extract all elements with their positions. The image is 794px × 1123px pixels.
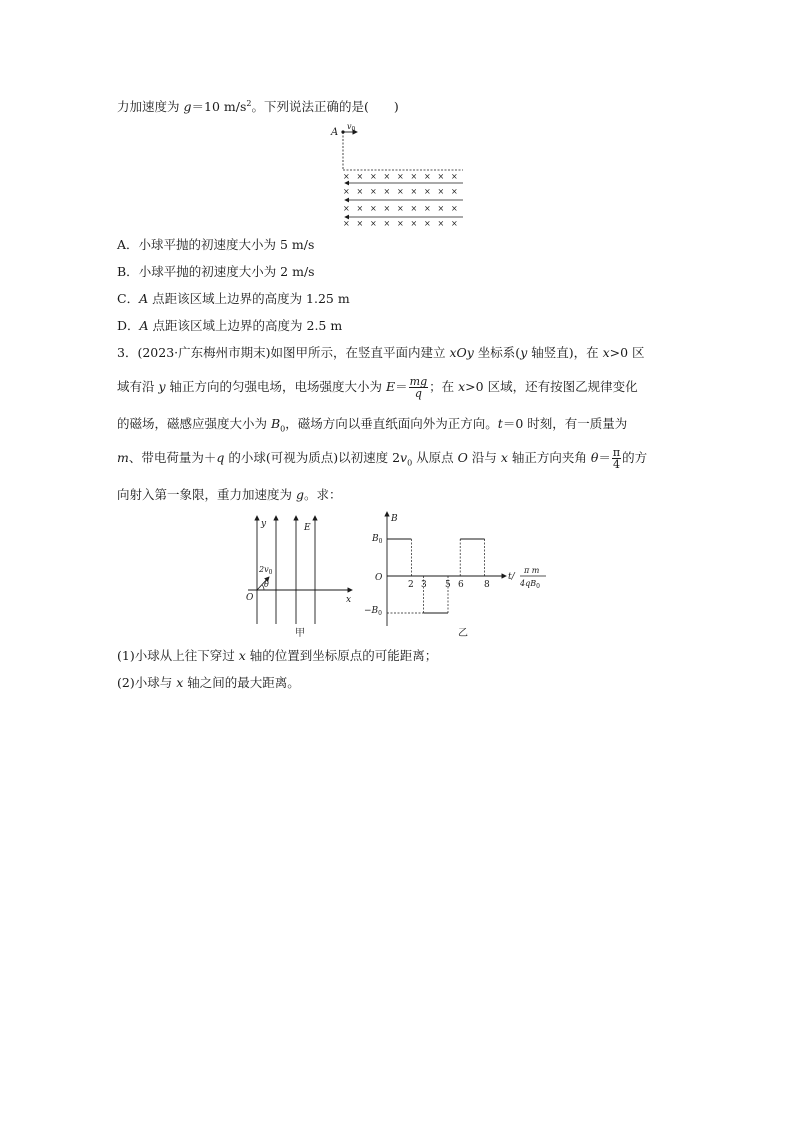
q3-symbol: g <box>295 487 304 502</box>
q3-symbol: E <box>386 379 396 394</box>
q3-symbol: q <box>216 450 225 465</box>
v0-label: $v_0$ <box>347 122 356 133</box>
question-text: 轴的位置到坐标原点的可能距离； <box>245 648 438 663</box>
cross-mark: × <box>370 219 377 228</box>
cross-mark: × <box>343 172 350 181</box>
x-axis-label: x <box>346 595 352 605</box>
cross-mark: × <box>410 187 418 196</box>
fraction-denominator: 4 <box>613 458 621 471</box>
question-2 <box>117 675 300 691</box>
y-axis-label: y <box>261 519 267 529</box>
neg-b0-label: $-B_0$ <box>364 606 382 617</box>
figure-jia <box>240 512 365 640</box>
q3-text: 轴正方向夹角 <box>507 450 591 465</box>
cross-mark: × <box>424 204 431 213</box>
e-field-label: E <box>304 523 311 533</box>
q3-symbol: O <box>457 450 468 465</box>
cross-mark: × <box>356 187 364 196</box>
q3-text: 域有沿 <box>117 379 159 394</box>
q3-text: ；在 <box>429 379 459 394</box>
figure-jia-caption: 甲 <box>295 628 305 639</box>
q3-symbol: v <box>400 450 408 465</box>
cross-mark: × <box>370 187 377 196</box>
tick-label-5: 5 <box>445 580 451 590</box>
q3-symbol: x <box>500 450 508 465</box>
figure-yi-caption: 乙 <box>458 628 468 639</box>
cross-mark: × <box>397 219 404 228</box>
q3-text: 向射入第一象限，重力加速度为 <box>117 487 296 502</box>
point-a-label: A <box>331 127 339 138</box>
fraction-numerator: mg <box>409 375 428 388</box>
tick-label-2: 2 <box>408 580 414 590</box>
option-letter: B． <box>117 264 139 279</box>
q3-text: 3．(2023·广东梅州市期末)如图甲所示，在竖直平面内建立 <box>117 345 450 360</box>
fraction-denominator: q <box>414 387 422 400</box>
point-symbol: A <box>139 291 149 306</box>
cross-mark: × <box>437 172 445 181</box>
q3-subscript: 0 <box>407 458 413 468</box>
q3-symbol: x <box>602 345 610 360</box>
cross-mark: × <box>424 187 431 196</box>
question-symbol: x <box>176 675 184 690</box>
cross-mark: × <box>356 172 364 181</box>
cross-mark: × <box>451 204 458 213</box>
cross-mark: × <box>424 219 431 228</box>
q3-symbol: y <box>520 345 528 360</box>
b-axis-label: B <box>391 514 398 524</box>
q3-symbol: B <box>270 416 281 431</box>
cross-mark: × <box>343 219 350 228</box>
velocity-label: $2v_0$ <box>259 565 273 576</box>
field-fraction <box>409 376 428 399</box>
projectile-field-figure <box>325 120 470 232</box>
q3-text: 、带电荷量为＋ <box>128 450 217 465</box>
q3-text: 沿与 <box>467 450 501 465</box>
option-text: 点距该区域上边界的高度为 1.25 m <box>148 291 350 306</box>
question-text: (1)小球从上往下穿过 <box>117 648 239 663</box>
fraction-numerator: π <box>612 446 621 459</box>
option-letter: D． <box>117 318 140 333</box>
question-1 <box>117 648 437 664</box>
tick-label-3: 3 <box>421 580 427 590</box>
cross-mark: × <box>437 219 445 228</box>
cross-mark: × <box>370 204 377 213</box>
q3-subscript: 0 <box>280 424 286 434</box>
cross-mark: × <box>424 172 431 181</box>
q3-text: 从原点 <box>412 450 458 465</box>
q3-text: 轴竖直)，在 <box>527 345 603 360</box>
option-c <box>117 291 350 307</box>
cross-mark: × <box>343 204 350 213</box>
unit-denominator: $4qB_0$ <box>520 579 540 590</box>
question-symbol: x <box>238 648 246 663</box>
g-symbol: g <box>183 99 192 115</box>
cross-mark: × <box>451 187 458 196</box>
unit-numerator: π m <box>524 566 540 575</box>
cross-mark: × <box>383 204 391 213</box>
b0-label: $B_0$ <box>372 534 383 545</box>
pi-fraction <box>612 447 621 470</box>
exponent: 2 <box>246 99 252 108</box>
q3-line-4 <box>117 444 647 478</box>
q3-symbol: xOy <box>449 345 474 360</box>
q3-symbol: y <box>158 379 166 394</box>
origin-label: O <box>246 593 254 603</box>
cross-mark: × <box>397 172 404 181</box>
cross-mark: × <box>383 219 391 228</box>
q3-text: 。求： <box>304 487 342 502</box>
q3-symbol: t <box>497 416 503 431</box>
q3-symbol: m <box>117 450 129 465</box>
option-letter: C． <box>117 291 140 306</box>
cross-mark: × <box>410 204 418 213</box>
q3-line-1 <box>117 345 645 361</box>
cross-mark: × <box>451 172 458 181</box>
q3-text: 的小球(可视为质点)以初速度 2 <box>224 450 401 465</box>
cross-mark: × <box>410 172 418 181</box>
cross-mark: × <box>356 219 364 228</box>
cross-mark: × <box>383 172 391 181</box>
option-text: 小球平抛的初速度大小为 5 m/s <box>138 237 315 252</box>
question-text: 轴之间的最大距离。 <box>183 675 300 690</box>
cross-mark: × <box>437 187 445 196</box>
option-text: 点距该区域上边界的高度为 2.5 m <box>148 318 343 333</box>
figure-yi <box>360 508 555 640</box>
intro-text-1: 力加速度为 <box>117 99 184 115</box>
tick-label-6: 6 <box>458 580 464 590</box>
option-text: 小球平抛的初速度大小为 2 m/s <box>138 264 315 279</box>
tick-label-8: 8 <box>484 580 490 590</box>
t-axis-label: t/ <box>508 572 515 582</box>
cross-mark: × <box>397 187 404 196</box>
q3-line-5 <box>117 487 342 503</box>
cross-mark: × <box>437 204 445 213</box>
cross-mark: × <box>383 187 391 196</box>
option-a <box>117 237 314 253</box>
q3-text: ＝ <box>598 450 611 465</box>
point-symbol: A <box>139 318 149 333</box>
q3-text: 的方 <box>622 450 648 465</box>
q3-text: 轴正方向的匀强电场，电场强度大小为 <box>165 379 386 394</box>
intro-text-2: ＝10 m/s <box>191 99 247 115</box>
q3-text: >0 区 <box>609 345 645 360</box>
q3-symbol: θ <box>590 450 599 465</box>
cross-mark: × <box>451 219 458 228</box>
cross-mark: × <box>356 204 364 213</box>
cross-mark: × <box>343 187 350 196</box>
q3-text: 坐标系( <box>473 345 521 360</box>
cross-mark: × <box>397 204 404 213</box>
intro-text-3: 。下列说法正确的是( ) <box>251 99 399 115</box>
q3-text: ＝ <box>395 379 408 394</box>
intro-line <box>117 96 399 115</box>
option-letter: A． <box>117 237 139 252</box>
option-b <box>117 264 315 280</box>
theta-label: θ <box>264 580 269 589</box>
q3-line-2 <box>117 373 638 401</box>
cross-mark: × <box>410 219 418 228</box>
cross-mark: × <box>370 172 377 181</box>
option-d <box>117 318 342 334</box>
q3-text: ，磁场方向以垂直纸面向外为正方向。 <box>285 416 498 431</box>
question-text: (2)小球与 <box>117 675 177 690</box>
q3-text: >0 区域，还有按图乙规律变化 <box>465 379 638 394</box>
q3-symbol: x <box>458 379 466 394</box>
q3-text: ＝0 时刻，有一质量为 <box>502 416 628 431</box>
origin-label: O <box>375 573 383 583</box>
q3-line-3 <box>117 416 627 438</box>
q3-text: 的磁场，磁感应强度大小为 <box>117 416 271 431</box>
